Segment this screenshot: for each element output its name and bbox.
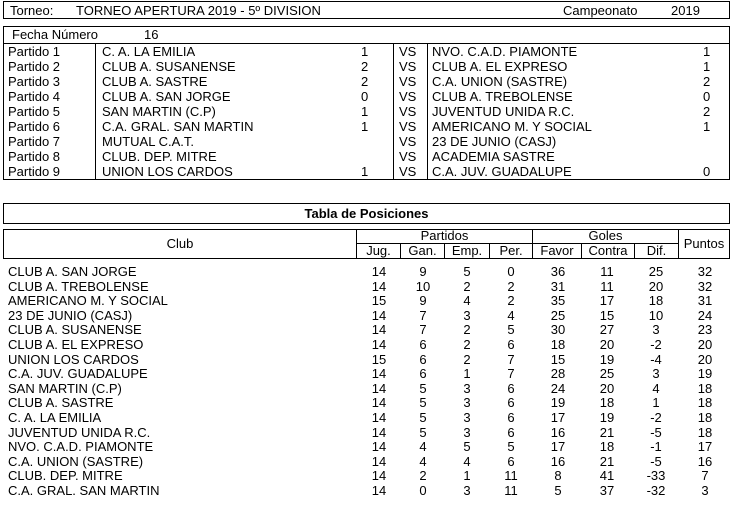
home-goals: 1 [361, 104, 369, 119]
gan-value: 9 [419, 264, 427, 279]
club-name: C. A. LA EMILIA [8, 410, 102, 425]
per-value: 0 [507, 264, 515, 279]
match-label: Partido 6 [8, 119, 61, 134]
puntos-value: 18 [697, 395, 713, 411]
jug-value: 15 [371, 351, 387, 367]
standings-row [3, 396, 730, 411]
emp-value: 2 [463, 322, 471, 338]
match-row [4, 74, 729, 89]
home-goals: 2 [361, 74, 369, 89]
gan-value: 0 [419, 483, 427, 498]
contra-value: 18 [599, 439, 615, 455]
away-team: NVO. C.A.D. PIAMONTE [432, 44, 578, 59]
home-team: CLUB A. SUSANENSE [102, 59, 236, 74]
match-label: Partido 7 [8, 134, 61, 149]
emp-value: 1 [463, 468, 471, 484]
per-value: 11 [504, 468, 518, 484]
match-row [4, 59, 729, 74]
away-goals: 2 [703, 104, 711, 119]
match-row [4, 119, 729, 134]
home-goals: 1 [361, 44, 369, 59]
club-name: 23 DE JUNIO (CASJ) [8, 307, 133, 323]
home-team: UNION LOS CARDOS [102, 164, 233, 179]
contra-value: 20 [599, 337, 615, 352]
emp-value: 3 [463, 395, 471, 411]
contra-value: 41 [599, 468, 615, 484]
standings-table [3, 229, 730, 500]
away-team: CLUB A. TREBOLENSE [432, 89, 573, 104]
match-label: Partido 8 [8, 149, 61, 164]
per-value: 6 [507, 410, 515, 425]
contra-value: 20 [599, 380, 615, 396]
dif-value: 18 [648, 293, 664, 309]
contra-header: Contra [588, 243, 628, 258]
vs-label: VS [399, 44, 417, 59]
jug-value: 14 [371, 337, 387, 352]
per-value: 2 [507, 293, 515, 309]
jug-value: 14 [371, 278, 387, 294]
club-name: AMERICANO M. Y SOCIAL [8, 293, 168, 309]
away-team: C.A. JUV. GUADALUPE [432, 164, 572, 179]
match-row [4, 134, 729, 149]
jug-header: Jug. [366, 243, 391, 258]
gan-value: 2 [419, 468, 427, 484]
per-value: 5 [507, 322, 515, 338]
dif-value: -5 [650, 453, 662, 469]
favor-value: 16 [550, 453, 566, 469]
standings-row [3, 367, 730, 382]
per-value: 5 [507, 439, 515, 455]
club-column-header: Club [166, 236, 194, 251]
match-row [4, 44, 729, 59]
match-label: Partido 4 [8, 89, 61, 104]
emp-header: Emp. [451, 243, 483, 258]
club-name: C.A. JUV. GUADALUPE [8, 366, 148, 382]
puntos-value: 3 [701, 483, 709, 498]
favor-value: 17 [550, 439, 566, 455]
match-label: Partido 5 [8, 104, 61, 119]
campeonato-label: Campeonato [563, 3, 638, 18]
club-name: CLUB A. SUSANENSE [8, 322, 142, 338]
jug-value: 14 [371, 468, 387, 484]
dif-value: -4 [650, 351, 662, 367]
gan-value: 7 [419, 307, 427, 323]
jug-value: 14 [371, 453, 387, 469]
standings-row [3, 440, 730, 455]
jug-value: 14 [371, 483, 387, 498]
dif-value: -32 [646, 483, 666, 498]
dif-value: 3 [652, 366, 660, 382]
away-goals: 1 [703, 59, 711, 74]
puntos-value: 20 [697, 337, 713, 352]
contra-value: 11 [600, 264, 614, 279]
per-value: 6 [507, 380, 515, 396]
per-value: 6 [507, 424, 515, 440]
dif-value: -2 [650, 337, 662, 352]
standings-row [3, 484, 730, 499]
jug-value: 14 [371, 307, 387, 323]
match-row [4, 104, 729, 119]
match-row [4, 149, 729, 164]
home-goals: 0 [361, 89, 369, 104]
match-label: Partido 3 [8, 74, 61, 89]
favor-value: 15 [550, 351, 566, 367]
away-team: JUVENTUD UNIDA R.C. [432, 104, 575, 119]
favor-value: 17 [550, 410, 566, 425]
favor-header: Favor [540, 243, 574, 258]
club-name: UNION LOS CARDOS [8, 351, 139, 367]
standings-row [3, 338, 730, 353]
fecha-number: 16 [144, 27, 159, 42]
emp-value: 4 [463, 453, 471, 469]
emp-value: 3 [463, 307, 471, 323]
puntos-value: 31 [697, 293, 713, 309]
favor-value: 18 [550, 337, 566, 352]
vs-label: VS [399, 119, 417, 134]
emp-value: 2 [463, 337, 471, 352]
torneo-name: TORNEO APERTURA 2019 - 5º DIVISION [76, 3, 321, 18]
dif-header: Dif. [646, 243, 667, 258]
away-team: 23 DE JUNIO (CASJ) [432, 134, 557, 149]
contra-value: 11 [600, 278, 614, 294]
away-goals: 1 [703, 44, 711, 59]
puntos-value: 32 [697, 278, 713, 294]
puntos-value: 7 [701, 468, 709, 484]
home-team: MUTUAL C.A.T. [102, 134, 194, 149]
emp-value: 3 [463, 483, 471, 498]
puntos-value: 18 [697, 410, 713, 425]
club-name: CLUB A. TREBOLENSE [8, 278, 149, 294]
puntos-value: 18 [697, 380, 713, 396]
contra-value: 25 [599, 366, 615, 382]
dif-value: 4 [652, 380, 660, 396]
dif-value: 25 [648, 264, 664, 279]
dif-value: -2 [650, 410, 662, 425]
vs-label: VS [399, 104, 417, 119]
fecha-row [3, 26, 730, 43]
contra-value: 19 [599, 410, 615, 425]
dif-value: 3 [652, 322, 660, 338]
puntos-value: 18 [697, 424, 713, 440]
standings-row [3, 469, 730, 484]
favor-value: 5 [554, 483, 562, 498]
contra-value: 21 [599, 424, 615, 440]
matches-table [3, 43, 730, 180]
puntos-value: 24 [697, 307, 713, 323]
jug-value: 14 [371, 410, 387, 425]
away-goals: 0 [703, 89, 711, 104]
standings-row [3, 382, 730, 397]
puntos-column-header: Puntos [683, 236, 725, 251]
club-name: C.A. GRAL. SAN MARTIN [8, 483, 160, 498]
emp-value: 3 [463, 380, 471, 396]
favor-value: 19 [550, 395, 566, 411]
contra-value: 21 [599, 453, 615, 469]
dif-value: -33 [646, 468, 666, 484]
vs-label: VS [399, 89, 417, 104]
jug-value: 14 [371, 366, 387, 382]
emp-value: 2 [463, 351, 471, 367]
standings-row [3, 294, 730, 309]
away-team: C.A. UNION (SASTRE) [432, 74, 568, 89]
gan-value: 5 [419, 410, 427, 425]
per-value: 6 [507, 337, 515, 352]
standings-row [3, 455, 730, 470]
club-name: CLUB A. SAN JORGE [8, 264, 137, 279]
vs-label: VS [399, 149, 417, 164]
favor-value: 28 [550, 366, 566, 382]
home-team: CLUB A. SASTRE [102, 74, 208, 89]
puntos-value: 17 [697, 439, 713, 455]
match-label: Partido 1 [8, 44, 61, 59]
puntos-value: 23 [697, 322, 713, 338]
club-name: CLUB A. SASTRE [8, 395, 114, 411]
gan-value: 4 [419, 453, 427, 469]
gan-value: 10 [415, 278, 431, 294]
contra-value: 15 [599, 307, 615, 323]
away-goals: 2 [703, 74, 711, 89]
fecha-label: Fecha Número [12, 27, 98, 42]
match-row [4, 164, 729, 179]
away-goals: 0 [703, 164, 711, 179]
vs-label: VS [399, 59, 417, 74]
vs-label: VS [399, 164, 417, 179]
contra-value: 27 [599, 322, 615, 338]
standings-row [3, 353, 730, 368]
away-goals: 1 [703, 119, 711, 134]
emp-value: 5 [463, 264, 471, 279]
club-name: CLUB A. EL EXPRESO [8, 337, 144, 352]
jug-value: 14 [371, 439, 387, 455]
gan-value: 5 [419, 380, 427, 396]
per-value: 2 [507, 278, 515, 294]
favor-value: 24 [550, 380, 566, 396]
emp-value: 2 [463, 278, 471, 294]
gan-value: 5 [419, 424, 427, 440]
puntos-value: 16 [697, 453, 713, 469]
dif-value: -5 [650, 424, 662, 440]
per-header: Per. [499, 243, 523, 258]
favor-value: 30 [550, 322, 566, 338]
home-goals: 1 [361, 119, 369, 134]
goles-group-header: Goles [588, 228, 623, 243]
match-row [4, 89, 729, 104]
jug-value: 15 [371, 293, 387, 309]
jug-value: 14 [371, 395, 387, 411]
gan-value: 7 [419, 322, 427, 338]
contra-value: 37 [599, 483, 615, 498]
match-label: Partido 2 [8, 59, 61, 74]
contra-value: 19 [599, 351, 615, 367]
standings-row [3, 280, 730, 295]
per-value: 7 [507, 366, 515, 382]
favor-value: 25 [550, 307, 566, 323]
torneo-label: Torneo: [10, 3, 54, 18]
per-value: 4 [507, 307, 515, 323]
favor-value: 8 [554, 468, 562, 484]
emp-value: 4 [463, 293, 471, 309]
gan-value: 4 [419, 439, 427, 455]
gan-value: 9 [419, 293, 427, 309]
standings-title: Tabla de Posiciones [3, 203, 730, 224]
favor-value: 35 [550, 293, 566, 309]
per-value: 6 [507, 453, 515, 469]
gan-value: 6 [419, 351, 427, 367]
campeonato-year: 2019 [671, 3, 700, 18]
emp-value: 5 [463, 439, 471, 455]
club-name: CLUB. DEP. MITRE [8, 468, 123, 484]
standings-row [3, 309, 730, 324]
match-label: Partido 9 [8, 164, 61, 179]
club-name: JUVENTUD UNIDA R.C. [8, 424, 151, 440]
home-team: SAN MARTIN (C.P) [102, 104, 216, 119]
puntos-value: 19 [697, 366, 713, 382]
favor-value: 16 [550, 424, 566, 440]
home-team: CLUB A. SAN JORGE [102, 89, 231, 104]
standings-row [3, 411, 730, 426]
away-team: ACADEMIA SASTRE [432, 149, 555, 164]
gan-value: 5 [419, 395, 427, 411]
dif-value: -1 [650, 439, 662, 455]
home-team: CLUB. DEP. MITRE [102, 149, 217, 164]
jug-value: 14 [371, 424, 387, 440]
home-goals: 1 [361, 164, 369, 179]
emp-value: 1 [463, 366, 471, 382]
club-name: NVO. C.A.D. PIAMONTE [8, 439, 154, 455]
club-name: C.A. UNION (SASTRE) [8, 453, 144, 469]
gan-value: 6 [419, 337, 427, 352]
partidos-group-header: Partidos [420, 228, 469, 243]
dif-value: 1 [652, 395, 660, 411]
standings-row [3, 265, 730, 280]
vs-label: VS [399, 134, 417, 149]
vs-label: VS [399, 74, 417, 89]
gan-header: Gan. [408, 243, 437, 258]
per-value: 6 [507, 395, 515, 411]
puntos-value: 32 [697, 264, 713, 279]
standings-row [3, 323, 730, 338]
club-name: SAN MARTIN (C.P) [8, 380, 122, 396]
dif-value: 20 [648, 278, 664, 294]
away-team: AMERICANO M. Y SOCIAL [432, 119, 592, 134]
contra-value: 18 [599, 395, 615, 411]
dif-value: 10 [648, 307, 664, 323]
tournament-header [3, 1, 730, 19]
home-goals: 2 [361, 59, 369, 74]
gan-value: 6 [419, 366, 427, 382]
away-team: CLUB A. EL EXPRESO [432, 59, 568, 74]
standings-row [3, 426, 730, 441]
jug-value: 14 [371, 380, 387, 396]
puntos-value: 20 [697, 351, 713, 367]
home-team: C.A. GRAL. SAN MARTIN [102, 119, 254, 134]
emp-value: 3 [463, 424, 471, 440]
emp-value: 3 [463, 410, 471, 425]
jug-value: 14 [371, 322, 387, 338]
favor-value: 36 [550, 264, 566, 279]
per-value: 11 [504, 483, 518, 498]
home-team: C. A. LA EMILIA [102, 44, 196, 59]
favor-value: 31 [550, 278, 566, 294]
jug-value: 14 [371, 264, 387, 279]
per-value: 7 [507, 351, 515, 367]
contra-value: 17 [599, 293, 615, 309]
